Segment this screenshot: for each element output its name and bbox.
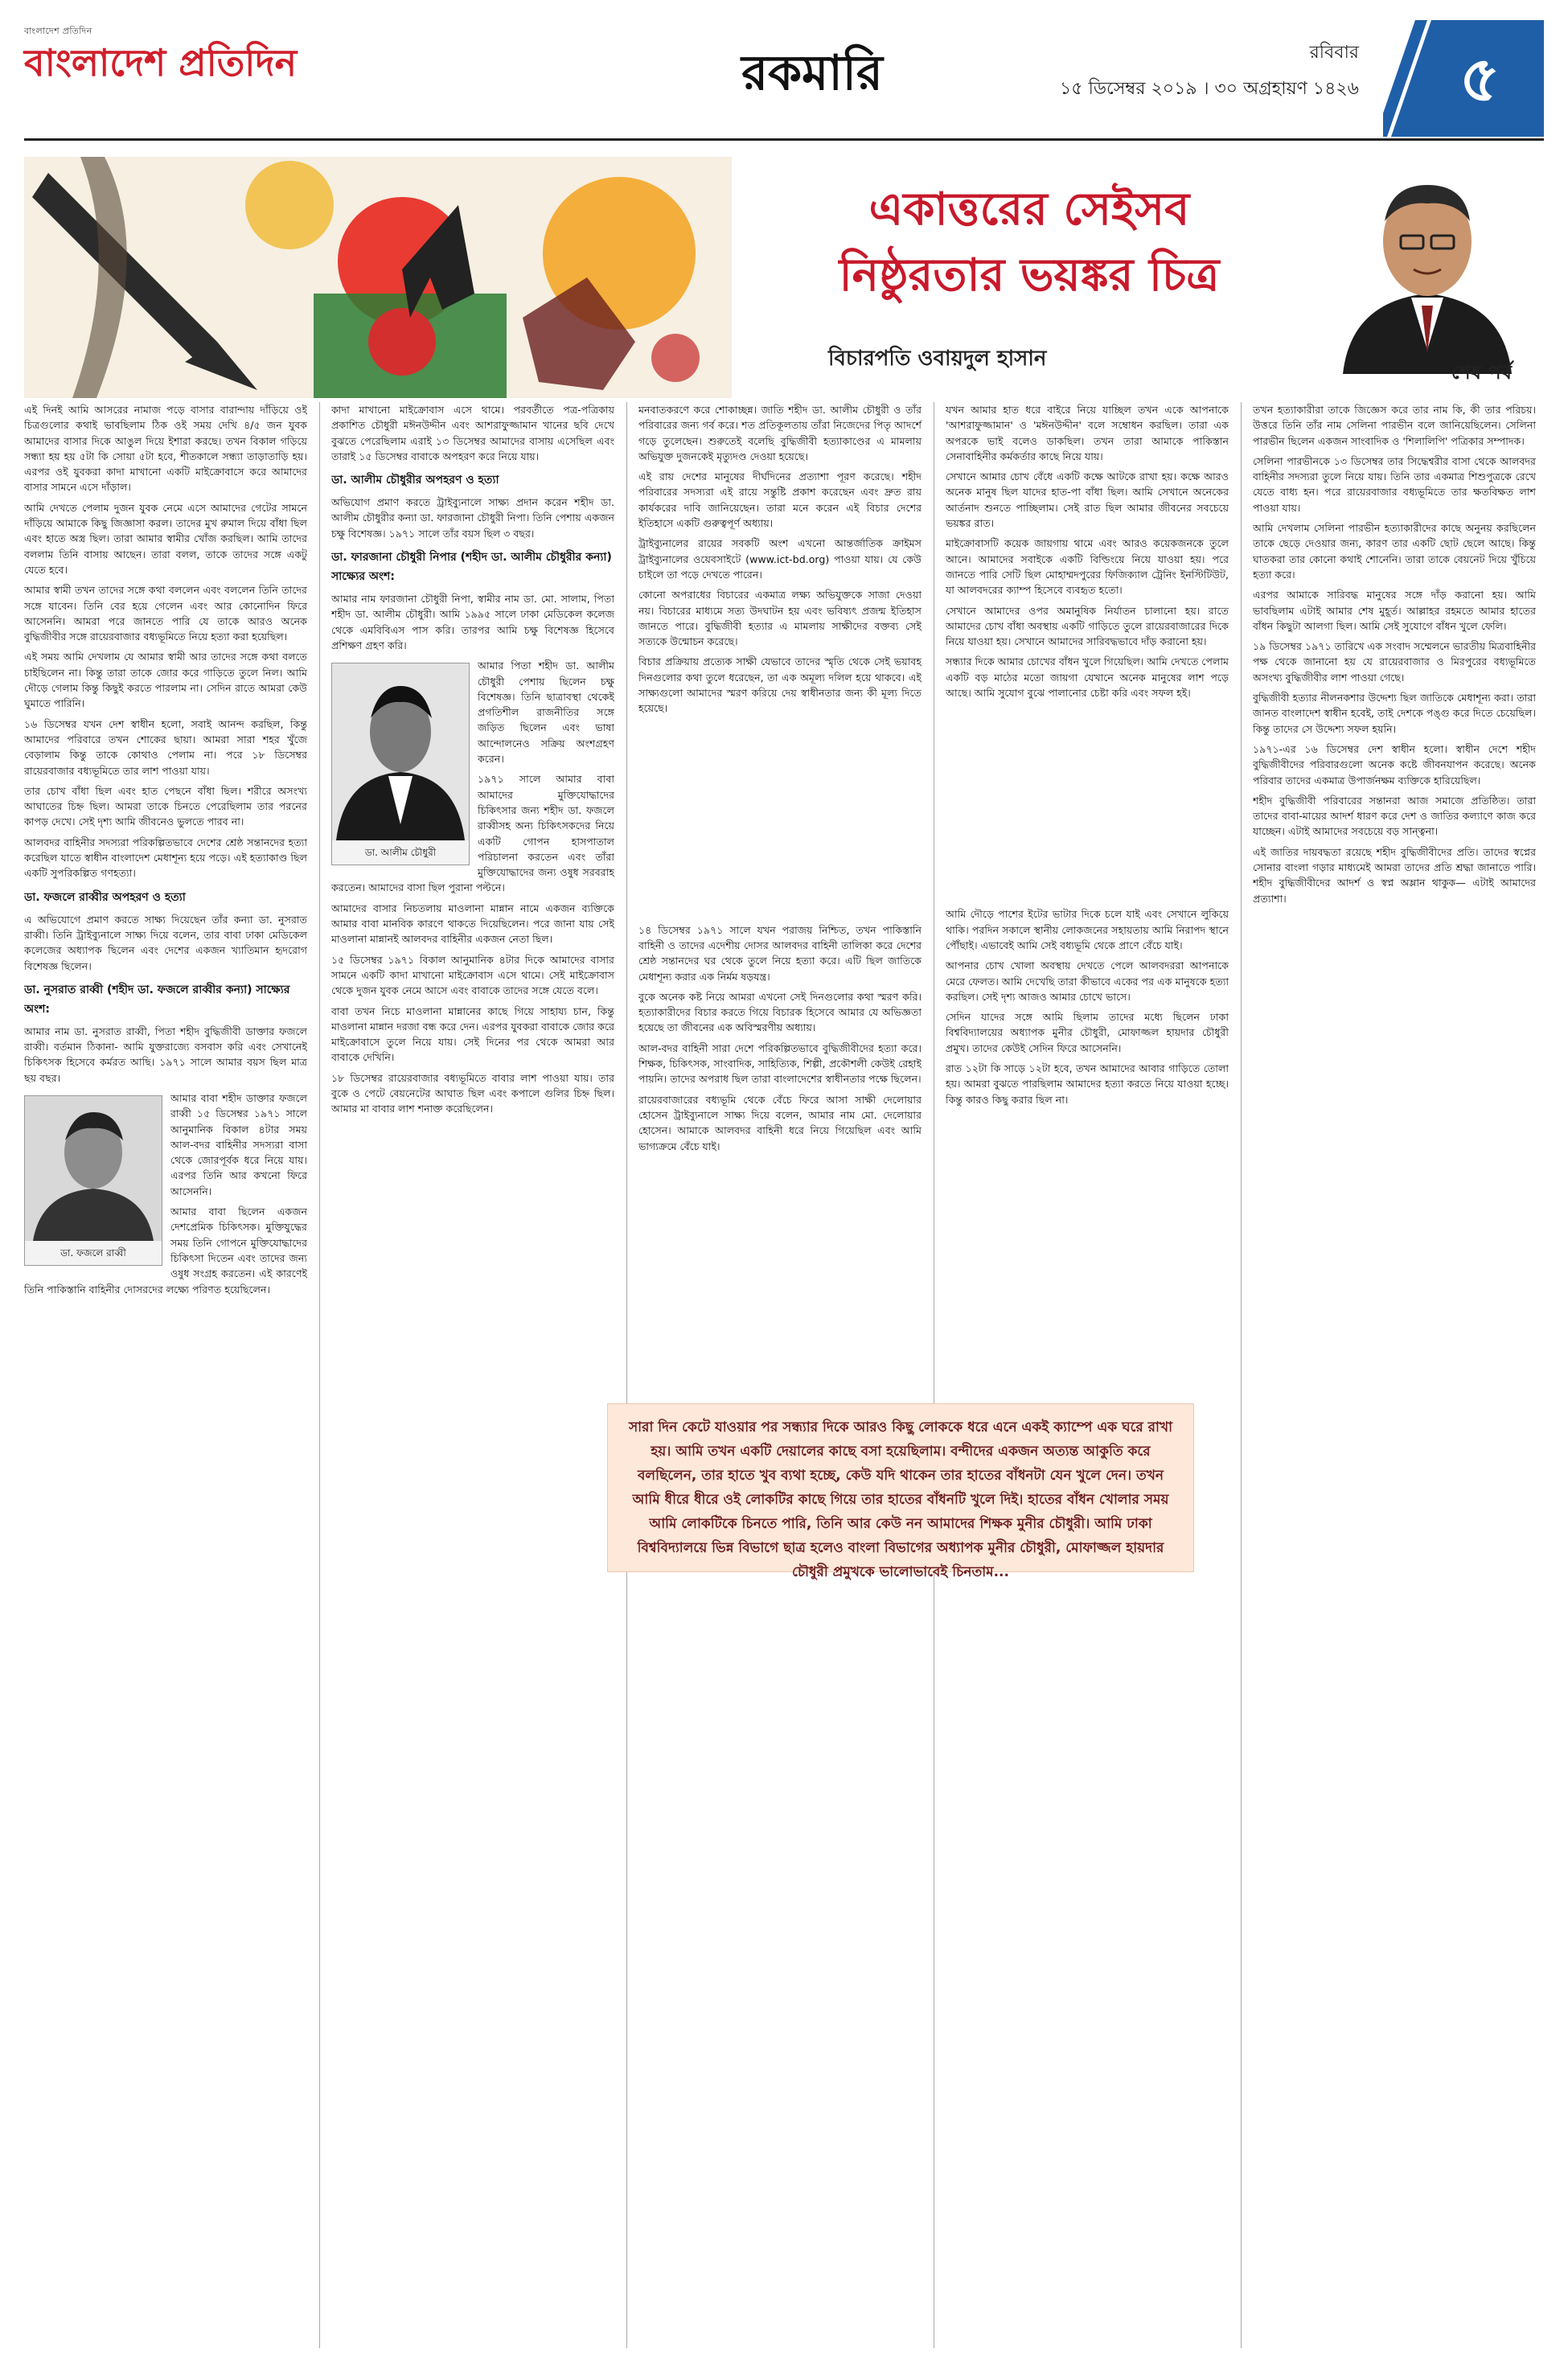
dateline [1060, 39, 1359, 105]
photo-caption: ডা. আলীম চৌধুরী [364, 847, 437, 859]
paragraph: আমার নাম ফারজানা চৌধুরী নিপা, স্বামীর নাম ডা. মো. সালাম, পিতা শহীদ ডা. আলীম চৌধুরী। আমি ১৯৯৫ সালে ঢাকা মেডিকেল কলেজ থেকে এমবিবিএস পাস করি। তারপর আমি চক্ষু বিশেষজ্ঞ হিসেবে প্রশিক্ষণ গ্রহণ করি। [331, 593, 614, 651]
photo-caption: ডা. ফজলে রাব্বী [60, 1247, 126, 1259]
column-2 [331, 402, 614, 2348]
column-divider [1241, 402, 1242, 2348]
paragraph: এই সময় আমি দেখলাম যে আমার স্বামী আর তাদের সঙ্গে কথা বলতে চাইছিলেন না। কিন্তু তারা তাকে জোর করে গাড়িতে তুলে নিল। আমি দৌড়ে গেলাম কিন্তু কিছুই করতে পারলাম না। সেদিন রাতে আমরা কেউ ঘুমাতে পারিনি। [24, 651, 307, 710]
column-1 [24, 402, 307, 2348]
paragraph: বাবা তখন নিচে মাওলানা মান্নানের কাছে গিয়ে সাহায্য চান, কিন্তু মাওলানা মান্নান দরজা বন্ধ করে দেন। এরপর যুবকরা বাবাকে জোর করে মাইক্রোবাসে তুলে নিয়ে যায়। সেই দিনের পর থেকে আমরা আর বাবাকে দেখিনি। [331, 1004, 614, 1064]
column-3 [638, 402, 922, 2348]
paragraph: আমার নাম ডা. নুসরাত রাব্বী, পিতা শহীদ বুদ্ধিজীবী ডাক্তার ফজলে রাব্বী। বর্তমান ঠিকানা- আমি যুক্তরাজ্যে বসবাস করি এবং সেখানেই চিকিৎসক হিসেবে কর্মরত আছি। ১৯৭১ সালে আমার বয়স ছিল মাত্র ছয় বছর। [24, 1025, 307, 1084]
subheading: ডা. আলীম চৌধুরীর অপহরণ ও হত্যা [331, 474, 499, 487]
column-4 [946, 402, 1229, 2348]
paragraph: এই দিনই আমি আসরের নামাজ পড়ে বাসার বারান্দায় দাঁড়িয়ে ওই চিত্রগুলোর কথাই ভাবছিলাম ঠিক ওই সময় দেখি ৪/৫ জন যুবক আমাদের বাসার দিকে আঙুল দিয়ে ইশারা করছে। তখন বিকাল গড়িয়ে সন্ধ্যা হয় হয় ৫টা কি সোয়া ৫টা হবে, শীতকালে সন্ধ্যা তাড়াতাড়ি হয়। এরপর ওই যুবকরা কাদা মাখানো একটি মাইক্রোবাসে করে আমাদের বাসার সামনে এসে দাঁড়াল। [24, 404, 307, 494]
paragraph: তখন হত্যাকারীরা তাকে জিজ্ঞেস করে তার নাম কি, কী তার পরিচয়। উত্তরে তিনি তাঁর নাম সেলিনা পারভীন বলে জানিয়েছিলেন। সেলিনা পারভীন ছিলেন একজন সাংবাদিক ও 'শিলালিপি' পত্রিকার সম্পাদক। [1253, 404, 1536, 447]
paragraph: সেলিনা পারভীনকে ১৩ ডিসেম্বর তার সিদ্ধেশ্বরীর বাসা থেকে আলবদর বাহিনীর সদস্যরা তুলে নিয়ে যায়। তিনি তার একমাত্র শিশুপুত্রকে রেখে যেতে বাধ্য হন। পরে রায়েরবাজার বধ্যভূমিতে তার ক্ষতবিক্ষত লাশ পাওয়া যায়। [1253, 454, 1536, 514]
paragraph: কোনো অপরাধের বিচারের একমাত্র লক্ষ্য অভিযুক্তকে সাজা দেওয়া নয়। বিচারের মাধ্যমে সত্য উদঘাটন হয় এবং ভবিষ্যৎ প্রজন্ম ইতিহাস জানতে পারে। বুদ্ধিজীবী হত্যার এ মামলায় সাক্ষীদের বক্তব্য সেই সত্যকে উন্মোচন করেছে। [638, 589, 922, 648]
column-divider [319, 402, 320, 2348]
quote-spacer [638, 721, 922, 922]
paragraph: এই জাতির দায়বদ্ধতা রয়েছে শহীদ বুদ্ধিজীবীদের প্রতি। তাদের স্বপ্নের সোনার বাংলা গড়ার মাধ্যমেই আমরা তাদের প্রতি শ্রদ্ধা জানাতে পারি। শহীদ বুদ্ধিজীবীদের আদর্শ ও স্বপ্ন অম্লান থাকুক— এটাই আমাদের প্রত্যাশা। [1253, 845, 1536, 905]
author-portrait [1327, 165, 1528, 374]
article-body [24, 402, 1544, 2356]
section-title: রকমারি [741, 45, 883, 101]
series-part-label: শেষ পর্ব [1451, 361, 1512, 384]
date-full: ১৫ ডিসেম্বর ২০১৯ । ৩০ অগ্রহায়ণ ১৪২৬ [1060, 79, 1359, 99]
pull-quote-text: সারা দিন কেটে যাওয়ার পর সন্ধ্যার দিকে আরও কিছু লোককে ধরে এনে একই ক্যাম্পে এক ঘরে রাখা হয়। আমি তখন একটি দেয়ালের কাছে বসা হয়েছিলাম। বন্দীদের একজন অত্যন্ত আকুতি করে বলছিলেন, তার হাতে খুব ব্যথা হচ্ছে, কেউ যদি থাকেন তার হাতের বাঁধনটা যেন খুলে দেন। তখন আমি ধীরে ধীরে ওই লোকটির কাছে গিয়ে তার হাতের বাঁধনটি খুলে দিই। হাতের বাঁধন খোলার সময় আমি লোকটিকে চিনতে পারি, তিনি আর কেউ নন আমাদের শিক্ষক মুনীর চৌধুরী। আমি ঢাকা বিশ্ববিদ্যালয়ে ভিন্ন বিভাগে ছাত্র হলেও বাংলা বিভাগের অধ্যাপক মুনীর চৌধুরী, মোফাজ্জল হায়দার চৌধুরী প্রমুখকে ভালোভাবেই চিনতাম... [628, 1419, 1173, 1580]
paragraph: ১৫ ডিসেম্বর ১৯৭১ বিকাল আনুমানিক ৪টার দিকে আমাদের বাসার সামনে একটি কাদা মাখানো মাইক্রোবাস এসে থামে। সেই মাইক্রোবাস থেকে দুজন যুবক নেমে আসে এবং বাবাকে তাদের সঙ্গে যেতে বলে। [331, 953, 614, 997]
article-banner [24, 157, 1544, 398]
paragraph: অভিযোগ প্রমাণ করতে ট্রাইব্যুনালে সাক্ষ্য প্রদান করেন শহীদ ডা. আলীম চৌধুরীর কন্যা ডা. ফারজানা চৌধুরী নিপা। তিনি পেশায় একজন চক্ষু বিশেষজ্ঞ। ১৯৭১ সালে তাঁর বয়স ছিল ৩ বছর। [331, 496, 614, 540]
paragraph: আল-বদর বাহিনী সারা দেশে পরিকল্পিতভাবে বুদ্ধিজীবীদের হত্যা করে। শিক্ষক, চিকিৎসক, সাংবাদিক, সাহিত্যিক, শিল্পী, প্রকৌশলী কেউই রেহাই পায়নি। তাদের অপরাধ ছিল তারা বাংলাদেশের স্বাধীনতার পক্ষে ছিলেন। [638, 1041, 922, 1086]
headline-line-1: একাত্তরের সেইসব [868, 183, 1190, 236]
paragraph: সেখানে আমাদের ওপর অমানুষিক নির্যাতন চালানো হয়। রাতে আমাদের চোখ বাঁধা অবস্থায় একটি গাড়িতে তুলে রায়েরবাজারের দিকে নিয়ে যাওয়া হয়। সেখানে আমাদের সারিবদ্ধভাবে দাঁড় করানো হয়। [946, 604, 1229, 648]
paragraph: রাত ১২টা কি সাড়ে ১২টা হবে, তখন আমাদের আবার গাড়িতে তোলা হয়। আমরা বুঝতে পারছিলাম আমাদের হত্যা করতে নিয়ে যাওয়া হচ্ছে। কিন্তু কারও কিছু করার ছিল না। [946, 1062, 1229, 1106]
column-divider [626, 402, 627, 2348]
headline [740, 177, 1319, 309]
paragraph: ১৯৭১ সালে আমার বাবা আমাদের মুক্তিযোদ্ধাদের চিকিৎসার জন্য শহীদ ডা. ফজলে রাব্বীসহ অন্য চিকিৎসকদের নিয়ে একটি গোপন হাসপাতাল পরিচালনা করতেন এবং তাঁরা মুক্তিযোদ্ধাদের জন্য ওষুধ সরবরাহ করতেন। আমাদের বাসা ছিল পুরানা পল্টনে। [331, 773, 614, 894]
banner-illustration [24, 157, 732, 398]
paragraph: মনবাতকরণে করে শোকাচ্ছন্ন। জাতি শহীদ ডা. আলীম চৌধুরী ও তাঁর পরিবারের জন্য গর্ব করে। শত প্রতিকূলতায় তাঁরা নিজেদের পিতৃ আদর্শে গড়ে তুলেছেন। শুরুতেই বলেছি বুদ্ধিজীবী হত্যাকাণ্ডের এ মামলায় অভিযুক্ত দুজনকেই মৃত্যুদণ্ড দেওয়া হয়েছে। [638, 404, 922, 462]
paragraph: আমার বাবা শহীদ ডাক্তার ফজলে রাব্বী ১৫ ডিসেম্বর ১৯৭১ সালে আনুমানিক বিকাল ৪টার সময় আল-বদর বাহিনীর সদস্যরা বাসা থেকে জোরপূর্বক ধরে নিয়ে যায়। এরপর তিনি আর কখনো ফিরে আসেননি। [170, 1091, 307, 1197]
paragraph: আমার স্বামী তখন তাদের সঙ্গে কথা বললেন এবং বললেন তিনি তাদের সঙ্গে যাবেন। তিনি বের হয়ে গেলেন এবং আর কোনোদিন ফিরে আসেননি। আমরা পরে জানতে পারি যে তাকে আরও অনেক বুদ্ধিজীবীর সঙ্গে রায়েরবাজার বধ্যভূমিতে নিয়ে হত্যা করা হয়েছিল। [24, 584, 307, 643]
newspaper-logo[interactable] [24, 24, 346, 105]
paragraph: ১৯ ডিসেম্বর ১৯৭১ তারিখে এক সংবাদ সম্মেলনে ভারতীয় মিত্রবাহিনীর পক্ষ থেকে জানানো হয় যে রায়েরবাজার ও মিরপুরের বধ্যভূমিতে অসংখ্য বুদ্ধিজীবীর লাশ পাওয়া গেছে। [1253, 640, 1536, 684]
paragraph: আমি দৌড়ে পাশের ইটের ভাটার দিকে চলে যাই এবং সেখানে লুকিয়ে থাকি। পরদিন সকালে স্থানীয় লোকজনের সহায়তায় আমি নিরাপদ স্থানে পৌঁছাই। এভাবেই আমি সেই বধ্যভূমি থেকে প্রাণে বেঁচে যাই। [946, 908, 1229, 951]
author-byline: বিচারপতি ওবায়দুল হাসান [828, 347, 1047, 371]
paragraph: ১৮ ডিসেম্বর রায়েরবাজার বধ্যভূমিতে বাবার লাশ পাওয়া যায়। তার বুকে ও পেটে বেয়নেটের আঘাত ছিল এবং কপালে গুলির চিহ্ন ছিল। আমার মা বাবার লাশ শনাক্ত করেছিলেন। [331, 1071, 614, 1115]
paragraph: ১৬ ডিসেম্বর যখন দেশ স্বাধীন হলো, সবাই আনন্দ করছিল, কিন্তু আমাদের পরিবারে তখন শোকের ছায়া। আমরা সারা শহর খুঁজে বেড়ালাম কিন্তু তাকে কোথাও পেলাম না। পরে ১৮ ডিসেম্বর রায়েরবাজার বধ্যভূমিতে তার লাশ পাওয়া যায়। [24, 717, 307, 777]
page-number-badge [1383, 16, 1544, 129]
photo-alim [331, 663, 470, 865]
paragraph: আমি দেখলাম সেলিনা পারভীন হত্যাকারীদের কাছে অনুনয় করছিলেন তাকে ছেড়ে দেওয়ার জন্য, কারণ তার একটি ছোট ছেলে আছে। কিন্তু ঘাতকরা তার কোনো কথাই শোনেনি। তারা তাকে বেয়নেট দিয়ে খুঁচিয়ে হত্যা করে। [1253, 522, 1536, 581]
paragraph: আমাদের বাসার নিচতলায় মাওলানা মান্নান নামে একজন ব্যক্তিকে আমার বাবা মানবিক কারণে থাকতে দিয়েছিলেন। পরে জানা যায় সেই মাওলানা মান্নানই আলবদর বাহিনীর একজন নেতা ছিল। [331, 902, 614, 946]
subheading: ডা. ফারজানা চৌধুরী নিপার (শহীদ ডা. আলীম চৌধুরীর কন্যা) সাক্ষ্যের অংশ: [331, 551, 612, 584]
paragraph: সেখানে আমার চোখ বেঁধে একটি কক্ষে আটকে রাখা হয়। কক্ষে আরও অনেক মানুষ ছিল যাদের হাত-পা বাঁধা ছিল। আমি সেখানে অনেকের আর্তনাদ শুনতে পাচ্ছিলাম। সেই রাত ছিল আমার জীবনের সবচেয়ে ভয়ঙ্কর রাত। [946, 470, 1229, 530]
paragraph: এ অভিযোগে প্রমাণ করতে সাক্ষ্য দিয়েছেন তাঁর কন্যা ডা. নুসরাত রাব্বী। তিনি ট্রাইব্যুনালে সাক্ষ্য দিয়ে বলেন, তার বাবা ঢাকা মেডিকেল কলেজের অধ্যাপক ছিলেন এবং দেশের একজন খ্যাতিমান হৃদরোগ বিশেষজ্ঞ ছিলেন। [24, 913, 307, 972]
brand-tagline: বাংলাদেশ প্রতিদিন [24, 27, 92, 36]
date-day: রবিবার [1309, 43, 1359, 63]
paragraph: বুকে অনেক কষ্ট নিয়ে আমরা এখনো সেই দিনগুলোর কথা স্মরণ করি। হত্যাকারীদের বিচার করতে গিয়ে বিচারক হিসেবে আমার যে অভিজ্ঞতা হয়েছে তা জীবনের এক অবিস্মরণীয় অধ্যায়। [638, 990, 922, 1034]
paragraph: এরপর আমাকে সারিবদ্ধ মানুষের সঙ্গে দাঁড় করানো হয়। আমি ভাবছিলাম এটাই আমার শেষ মুহূর্ত। আল্লাহর রহমতে আমার হাতের বাঁধন কিছুটা আলগা ছিল। আমি সেই সুযোগে বাঁধন খুলে ফেলি। [1253, 589, 1536, 632]
subheading: ডা. নুসরাত রাব্বী (শহীদ ডা. ফজলে রাব্বীর কন্যা) সাক্ষ্যের অংশ: [24, 983, 290, 1016]
paragraph: কাদা মাখানো মাইক্রোবাস এসে থামে। পরবর্তীতে পত্র-পত্রিকায় প্রকাশিত চৌধুরী মঈনউদ্দীন এবং আশরাফুজ্জামান খানের ছবি দেখে বুঝতে পেরেছিলাম এরাই ১৩ ডিসেম্বর আমাদের বাসায় এসেছিল এবং তারাই ১৫ ডিসেম্বর বাবাকে অপহরণ করে নিয়ে যায়। [331, 404, 614, 462]
page-number: ৫ [1459, 43, 1500, 116]
paragraph: বুদ্ধিজীবী হত্যার নীলনকশার উদ্দেশ্য ছিল জাতিকে মেধাশূন্য করা। তারা জানত বাংলাদেশ স্বাধীন হবেই, তাই দেশকে পঙ্গু করে দিতে চেয়েছিল। কিন্তু তাদের সে উদ্দেশ্য সফল হয়নি। [1253, 692, 1536, 735]
paragraph: যখন আমার হাত ধরে বাইরে নিয়ে যাচ্ছিল তখন একে আপনাকে 'আশরাফুজ্জামান' ও 'মঈনউদ্দীন' বলে সম্বোধন করছিল। তারা এক অপরকে ভাই বলেও ডাকছিল। তখন তারা আমাকে পাকিস্তান সেনাবাহিনীর কর্মকর্তার কাছে নিয়ে যায়। [946, 404, 1229, 462]
headline-line-2: নিষ্ঠুরতার ভয়ঙ্কর চিত্র [839, 249, 1220, 302]
paragraph: আপনার চোখ খোলা অবস্থায় দেখতে পেলে আলবদররা আপনাকে মেরে ফেলত। আমি দেখেছি তারা কীভাবে একের পর এক মানুষকে হত্যা করছিল। সেই দৃশ্য আজও আমার চোখে ভাসে। [946, 959, 1229, 1003]
paragraph: এই রায় দেশের মানুষের দীর্ঘদিনের প্রত্যাশা পূরণ করেছে। শহীদ পরিবারের সদস্যরা এই রায়ে সন্তুষ্টি প্রকাশ করেছেন এবং দ্রুত রায় কার্যকরের দাবি জানিয়েছেন। তারা মনে করেন এই বিচার দেশের ইতিহাসে একটি গুরুত্বপূর্ণ অধ্যায়। [638, 470, 922, 530]
paragraph: আমার পিতা শহীদ ডা. আলীম চৌধুরী পেশায় ছিলেন চক্ষু বিশেষজ্ঞ। তিনি ছাত্রাবস্থা থেকেই প্রগতিশীল রাজনীতির সঙ্গে জড়িত ছিলেন এবং ভাষা আন্দোলনেও সক্রিয় অংশগ্রহণ করেন। [478, 659, 614, 766]
paragraph: তার চোখ বাঁধা ছিল এবং হাত পেছনে বাঁধা ছিল। শরীরে অসংখ্য আঘাতের চিহ্ন ছিল। আমরা তাকে চিনতে পেরেছিলাম তার পরনের কাপড় দেখে। সেই দৃশ্য আমি জীবনেও ভুলতে পারব না। [24, 784, 307, 828]
column-5 [1253, 402, 1536, 2348]
masthead-rule [24, 138, 1544, 141]
pull-quote [607, 1403, 1194, 1580]
paragraph: আমি দেখতে পেলাম দুজন যুবক নেমে এসে আমাদের গেটের সামনে দাঁড়িয়ে আমাকে কিছু জিজ্ঞাসা করল। তাদের মুখ রুমাল দিয়ে বাঁধা ছিল এবং হাতে অস্ত্র ছিল। তারা আমার স্বামীর খোঁজ করছিল। আমি তাদের বললাম তিনি বাসায় আছেন। তারা বলল, তাকে তাদের সঙ্গে একটু যেতে হবে। [24, 501, 307, 576]
portrait-image [25, 1096, 162, 1241]
paragraph: রায়েরবাজারের বধ্যভূমি থেকে বেঁচে ফিরে আসা সাক্ষী দেলোয়ার হোসেন ট্রাইব্যুনালে সাক্ষ্য দিয়ে বলেন, আমার নাম মো. দেলোয়ার হোসেন। আমাকে আলবদর বাহিনী ধরে নিয়ে গিয়েছিল এবং আমি ভাগ্যক্রমে বেঁচে যাই। [638, 1093, 922, 1152]
paragraph: মাইক্রোবাসটি কয়েক জায়গায় থামে এবং আরও কয়েকজনকে তুলে আনে। আমাদের সবাইকে একটি বিল্ডিংয়ে নিয়ে যাওয়া হয়। পরে জানতে পারি সেটি ছিল মোহাম্মদপুরের ফিজিক্যাল ট্রেনিং ইনস্টিটিউট, যা আলবদরের ক্যাম্প হিসেবে ব্যবহৃত হতো। [946, 537, 1229, 597]
paragraph: সেদিন যাদের সঙ্গে আমি ছিলাম তাদের মধ্যে ছিলেন ঢাকা বিশ্ববিদ্যালয়ের অধ্যাপক মুনীর চৌধুরী, মোফাজ্জল হায়দার চৌধুরী প্রমুখ। তাদের কেউই সেদিন ফিরে আসেননি। [946, 1011, 1229, 1054]
paragraph: সন্ধ্যার দিকে আমার চোখের বাঁধন খুলে গিয়েছিল। আমি দেখতে পেলাম একটি বড় মাঠের মতো জায়গা যেখানে অনেক মানুষের লাশ পড়ে আছে। আমি সুযোগ বুঝে পালানোর চেষ্টা করি এবং সফল হই। [946, 655, 1229, 700]
paragraph: ১৯৭১-এর ১৬ ডিসেম্বর দেশ স্বাধীন হলো। স্বাধীন দেশে শহীদ বুদ্ধিজীবীদের পরিবারগুলো অনেক কষ্টে জীবনযাপন করেছে। অনেক পরিবার তাদের একমাত্র উপার্জনক্ষম ব্যক্তিকে হারিয়েছিল। [1253, 742, 1536, 787]
paragraph: ট্রাইব্যুনালের রায়ের সবকটি অংশ এখনো আন্তর্জাতিক ক্রাইমস ট্রাইব্যুনালের ওয়েবসাইটে (www.ict-bd.org) পাওয়া যায়। যে কেউ চাইলে তা পড়ে দেখতে পারেন। [638, 537, 922, 581]
portrait-image [332, 663, 469, 840]
paragraph: আলবদর বাহিনীর সদস্যরা পরিকল্পিতভাবে দেশের শ্রেষ্ঠ সন্তানদের হত্যা করেছিল যাতে স্বাধীন বাংলাদেশ মেধাশূন্য হয়ে পড়ে। এই হত্যাকাণ্ড ছিল একটি সুপরিকল্পিত গণহত্যা। [24, 836, 307, 880]
paragraph: আমার বাবা ছিলেন একজন দেশপ্রেমিক চিকিৎসক। মুক্তিযুদ্ধের সময় তিনি গোপনে মুক্তিযোদ্ধাদের চিকিৎসা দিতেন এবং তাদের জন্য ওষুধ সংগ্রহ করতেন। এই কারণেই তিনি পাকিস্তানি বাহিনীর দোসরদের লক্ষ্যে পরিণত হয়েছিলেন। [24, 1205, 307, 1296]
paragraph: শহীদ বুদ্ধিজীবী পরিবারের সন্তানরা আজ সমাজে প্রতিষ্ঠিত। তারা তাদের বাবা-মায়ের আদর্শ ধারণ করে দেশ ও জাতির কল্যাণে কাজ করে যাচ্ছেন। এটাই আমাদের সবচেয়ে বড় সান্ত্বনা। [1253, 794, 1536, 838]
paragraph: বিচার প্রক্রিয়ায় প্রত্যেক সাক্ষী যেভাবে তাদের স্মৃতি থেকে সেই ভয়াবহ দিনগুলোর কথা তুলে ধরেছেন, তা এক অমূল্য দলিল হয়ে থাকবে। এই সাক্ষ্যগুলো আমাদের স্মরণ করিয়ে দেয় স্বাধীনতার জন্য কী মূল্য দিতে হয়েছে। [638, 655, 922, 715]
masthead [24, 24, 1544, 137]
quote-spacer [946, 705, 1229, 906]
photo-rabbi [24, 1095, 162, 1266]
subheading: ডা. ফজলে রাব্বীর অপহরণ ও হত্যা [24, 890, 186, 904]
paragraph: ১৪ ডিসেম্বর ১৯৭১ সালে যখন পরাজয় নিশ্চিত, তখন পাকিস্তানি বাহিনী ও তাদের এদেশীয় দোসর আলবদর বাহিনী তালিকা করে দেশের শ্রেষ্ঠ সন্তানদের ঘর থেকে তুলে নিয়ে হত্যা করে। এটি ছিল জাতিকে মেধাশূন্য করার এক নির্মম ষড়যন্ত্র। [638, 923, 922, 983]
brand-name: বাংলাদেশ প্রতিদিন [24, 41, 298, 84]
